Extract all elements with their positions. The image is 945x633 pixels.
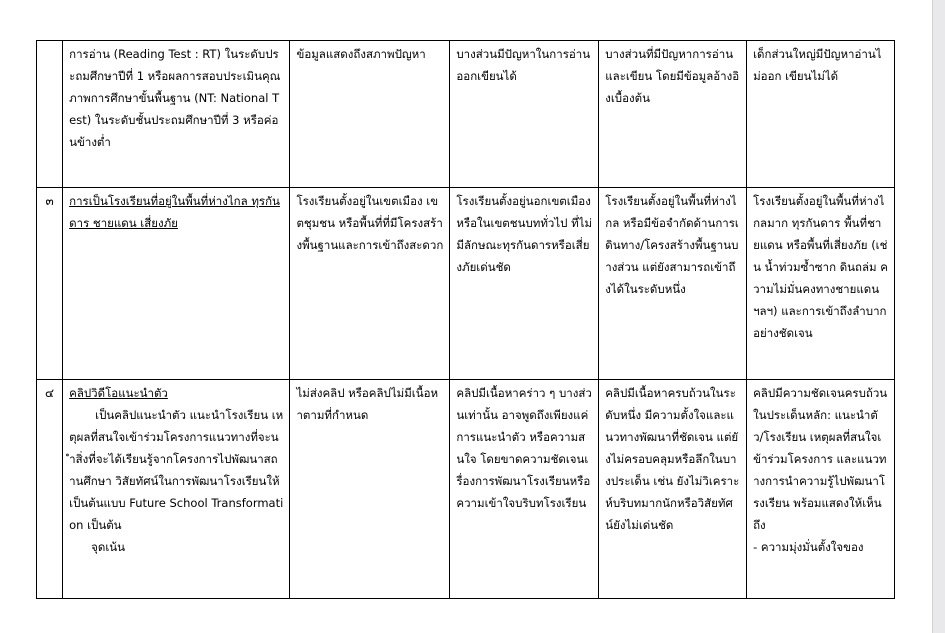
row-number-cell [37,188,63,380]
level-2-cell [450,41,599,188]
criterion-title: การเป็นโรงเรียนที่อยู่ในพื้นที่ห่างไกล ทุรกันดาร ชายแดน เสี่ยงภัย [69,194,280,230]
level-3-cell [599,41,747,188]
table-row [37,41,895,188]
table-row [37,188,895,380]
criterion-title: คลิปวิดีโอแนะนำตัว [69,386,168,400]
row-number: ๓ [45,194,54,208]
level-2-cell [450,380,599,599]
row-number: ๔ [45,386,55,400]
level-4-cell [747,188,895,380]
level-3-text: โรงเรียนตั้งอยู่ในพื้นที่ห่างไกล หรือมีข้อจำกัดด้านการเดินทาง/โครงสร้างพื้นฐานบางส่วน แต่ยังสามารถเข้าถึงได้ในระดับหนึ่ง [605,194,739,296]
rubric-table [36,40,895,599]
row-number-cell [37,41,63,188]
level-3-cell [599,380,747,599]
level-1-text: ไม่ส่งคลิป หรือคลิปไม่มีเนื้อหาตามที่กำหนด [296,386,439,422]
level-4-cell [747,41,895,188]
level-2-text: บางส่วนมีปัญหาในการอ่านออกเขียนได้ [456,47,591,83]
level-4-cell [747,380,895,599]
level-4-text: โรงเรียนตั้งอยู่ในพื้นที่ห่างไกลมาก ทุรกันดาร พื้นที่ชายแดน หรือพื้นที่เสี่ยงภัย (เช่น น้ำท่วมซ้ำซาก ดินถล่ม ความไม่มั่นคงทางชายแดน ฯลฯ) และการเข้าถึงลำบากอย่างชัดเจน [753,194,888,340]
criterion-description-tail: จุดเน้น [91,540,126,554]
level-4-text: คลิปมีความชัดเจนครบถ้วนในประเด็นหลัก: แนะนำตัว/โรงเรียน เหตุผลที่สนใจเข้าร่วมโครงการ และแนวทางการนำความรู้ไปพัฒนาโรงเรียน พร้อมแสดงให้เห็นถึง [753,386,888,532]
criterion-cell [63,188,290,380]
criterion-description: เป็นคลิปแนะนำตัว แนะนำโรงเรียน เหตุผลที่สนใจเข้าร่วมโครงการแนวทางที่จะนำสิ่งที่จะได้เรียนรู้จากโครงการไปพัฒนาสถานศึกษา วิสัยทัศน์ในการพัฒนาโรงเรียนให้เป็นต้นแบบ Future School Transformation เป็นต้น [69,408,284,532]
level-2-text: โรงเรียนตั้งอยู่นอกเขตเมืองหรือในเขตชนบททั่วไป ที่ไม่มีลักษณะทุรกันดารหรือเสี่ยงภัยเด่นชัด [456,194,593,274]
level-1-cell [290,380,450,599]
level-4-bullet: - ความมุ่งมั่นตั้งใจของ [753,540,864,554]
level-1-cell [290,41,450,188]
level-3-text: คลิปมีเนื้อหาครบถ้วนในระดับหนึ่ง มีความตั้งใจและแนวทางพัฒนาที่ชัดเจน แต่ยังไม่ครอบคลุมหรือลึกในบางประเด็น เช่น ยังไม่วิเคราะห์บริบทมากนักหรือวิสัยทัศน์ยังไม่เด่นชัด [605,386,740,532]
level-3-cell [599,188,747,380]
level-3-text: บางส่วนที่มีปัญหาการอ่านและเขียน โดยมีข้อมูลอ้างอิงเบื้องต้น [605,47,740,105]
criterion-text: การอ่าน (Reading Test : RT) ในระดับประถมศึกษาปีที่ 1 หรือผลการสอบประเมินคุณภาพการศึกษาขั้นพื้นฐาน (NT: National Test) ในระดับชั้นประถมศึกษาปีที่ 3 หรือค่อนข้างต่ำ [69,47,281,149]
table-row [37,380,895,599]
level-1-cell [290,188,450,380]
level-1-text: ข้อมูลแสดงถึงสภาพปัญหา [296,47,426,61]
criterion-cell [63,380,290,599]
criterion-cell [63,41,290,188]
level-2-text: คลิปมีเนื้อหาคร่าว ๆ บางส่วนเท่านั้น อาจพูดถึงเพียงแค่การแนะนำตัว หรือความสนใจ โดยขาดความชัดเจนเรื่องการพัฒนาโรงเรียนหรือความเข้าใจบริบทโรงเรียน [456,386,592,510]
level-1-text: โรงเรียนตั้งอยู่ในเขตเมือง เขตชุมชน หรือพื้นที่ที่มีโครงสร้างพื้นฐานและการเข้าถึงสะดวก [296,194,444,252]
row-number-cell [37,380,63,599]
level-2-cell [450,188,599,380]
level-4-text: เด็กส่วนใหญ่มีปัญหาอ่านไม่ออก เขียนไม่ได้ [753,47,882,83]
